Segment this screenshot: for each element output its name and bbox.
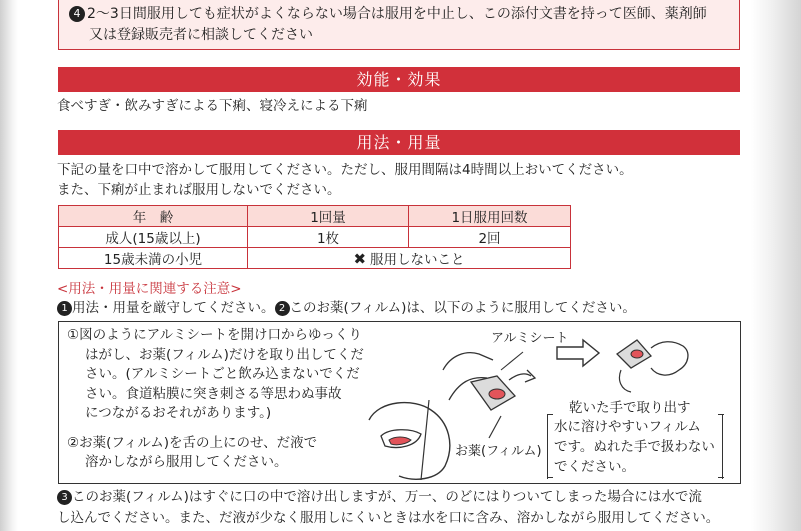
- cell-adult-dose: 1枚: [248, 227, 409, 248]
- note-3: [57, 487, 747, 529]
- dosage-text-1: 下記の量を口中で溶かして服用してください。ただし、服用間隔は4時間以上おいてください。: [57, 162, 633, 178]
- table-row: [59, 227, 571, 248]
- warning-number-badge: 4: [69, 6, 85, 22]
- child-note-text: 服用しないこと: [370, 252, 465, 268]
- step2-line-2: 溶かしながら服用してください。: [85, 454, 288, 470]
- efficacy-text: 食べすぎ・飲みすぎによる下痢、寝冷えによる下痢: [57, 98, 368, 114]
- label-film: お薬(フィルム): [455, 444, 542, 459]
- header-daily-times: 1日服用回数: [409, 206, 571, 227]
- step1-line-2: はがし、お薬(フィルム)だけを取り出してくだ: [85, 346, 364, 363]
- hand-removing-film-illustration: [607, 326, 697, 396]
- note-3-line-1: このお薬(フィルム)はすぐに口の中で溶け出しますが、万一、のどにはりついてしまった場合には水で流: [72, 489, 702, 505]
- header-single-dose: 1回量: [248, 206, 409, 227]
- bracket-line-1: 水に溶けやすいフィルム: [554, 419, 701, 435]
- warning-line-2: 又は登録販売者に相談してください: [89, 27, 313, 43]
- dosage-heading: 用法・用量: [58, 130, 740, 155]
- usage-steps: [67, 326, 397, 473]
- warning-box: [58, 0, 740, 50]
- step2-line-1: ②お薬(フィルム)を舌の上にのせ、だ液で: [67, 434, 318, 451]
- cell-child-age: 15歳未満の小児: [59, 248, 248, 269]
- note-1-badge: 1: [57, 301, 72, 316]
- label-dry-hands: 乾いた手で取り出す: [569, 400, 691, 416]
- note-3-line-2: し込んでください。また、だ液が少なく服用しにくいときは水を口に含み、溶かしながら服用してください。: [57, 510, 720, 526]
- usage-instruction-box: [58, 321, 741, 484]
- header-age: 年 齢: [59, 206, 248, 227]
- related-notes-heading: <用法・用量に関連する注意>: [57, 281, 242, 297]
- note-1-text: 用法・用量を厳守してください。: [72, 300, 275, 316]
- bracket-line-2: です。ぬれた手で扱わない: [554, 439, 715, 455]
- label-aluminum-sheet: アルミシート: [491, 331, 569, 346]
- note-3-badge: 3: [57, 490, 72, 505]
- step1-line-1: ①図のようにアルミシートを開け口からゆっくり: [67, 327, 362, 343]
- cell-adult-age: 成人(15歳以上): [59, 227, 248, 248]
- dosage-table: [58, 205, 571, 269]
- note-2-badge: 2: [275, 301, 290, 316]
- note-2-text: このお薬(フィルム)は、以下のように服用してください。: [289, 300, 636, 316]
- page-shadow-right: [751, 0, 801, 531]
- step1-line-4: さい。食道粘膜に突き刺さる等思わぬ事故: [85, 385, 342, 402]
- efficacy-heading: 効能・効果: [58, 67, 740, 92]
- step1-line-3: さい。(アルミシートごと飲み込まないでくだ: [85, 366, 360, 382]
- bracket-line-3: でください。: [554, 459, 635, 475]
- note-line-1-2: [57, 298, 636, 318]
- step1-line-5: につながるおそれがあります。): [85, 405, 272, 421]
- warning-line-1: 2～3日間服用しても症状がよくならない場合は服用を中止し、この添付文書を持って医師、薬剤師: [87, 6, 707, 22]
- page-shadow-left: [0, 0, 18, 531]
- cross-icon: ✖: [353, 250, 367, 268]
- dosage-table-header-row: [59, 206, 571, 227]
- handling-note-bracket: [547, 415, 723, 479]
- dosage-text-2: また、下痢が止まれば服用しないでください。: [57, 182, 341, 198]
- table-row: [59, 248, 571, 269]
- cell-child-note: [248, 248, 571, 269]
- cell-adult-times: 2回: [409, 227, 571, 248]
